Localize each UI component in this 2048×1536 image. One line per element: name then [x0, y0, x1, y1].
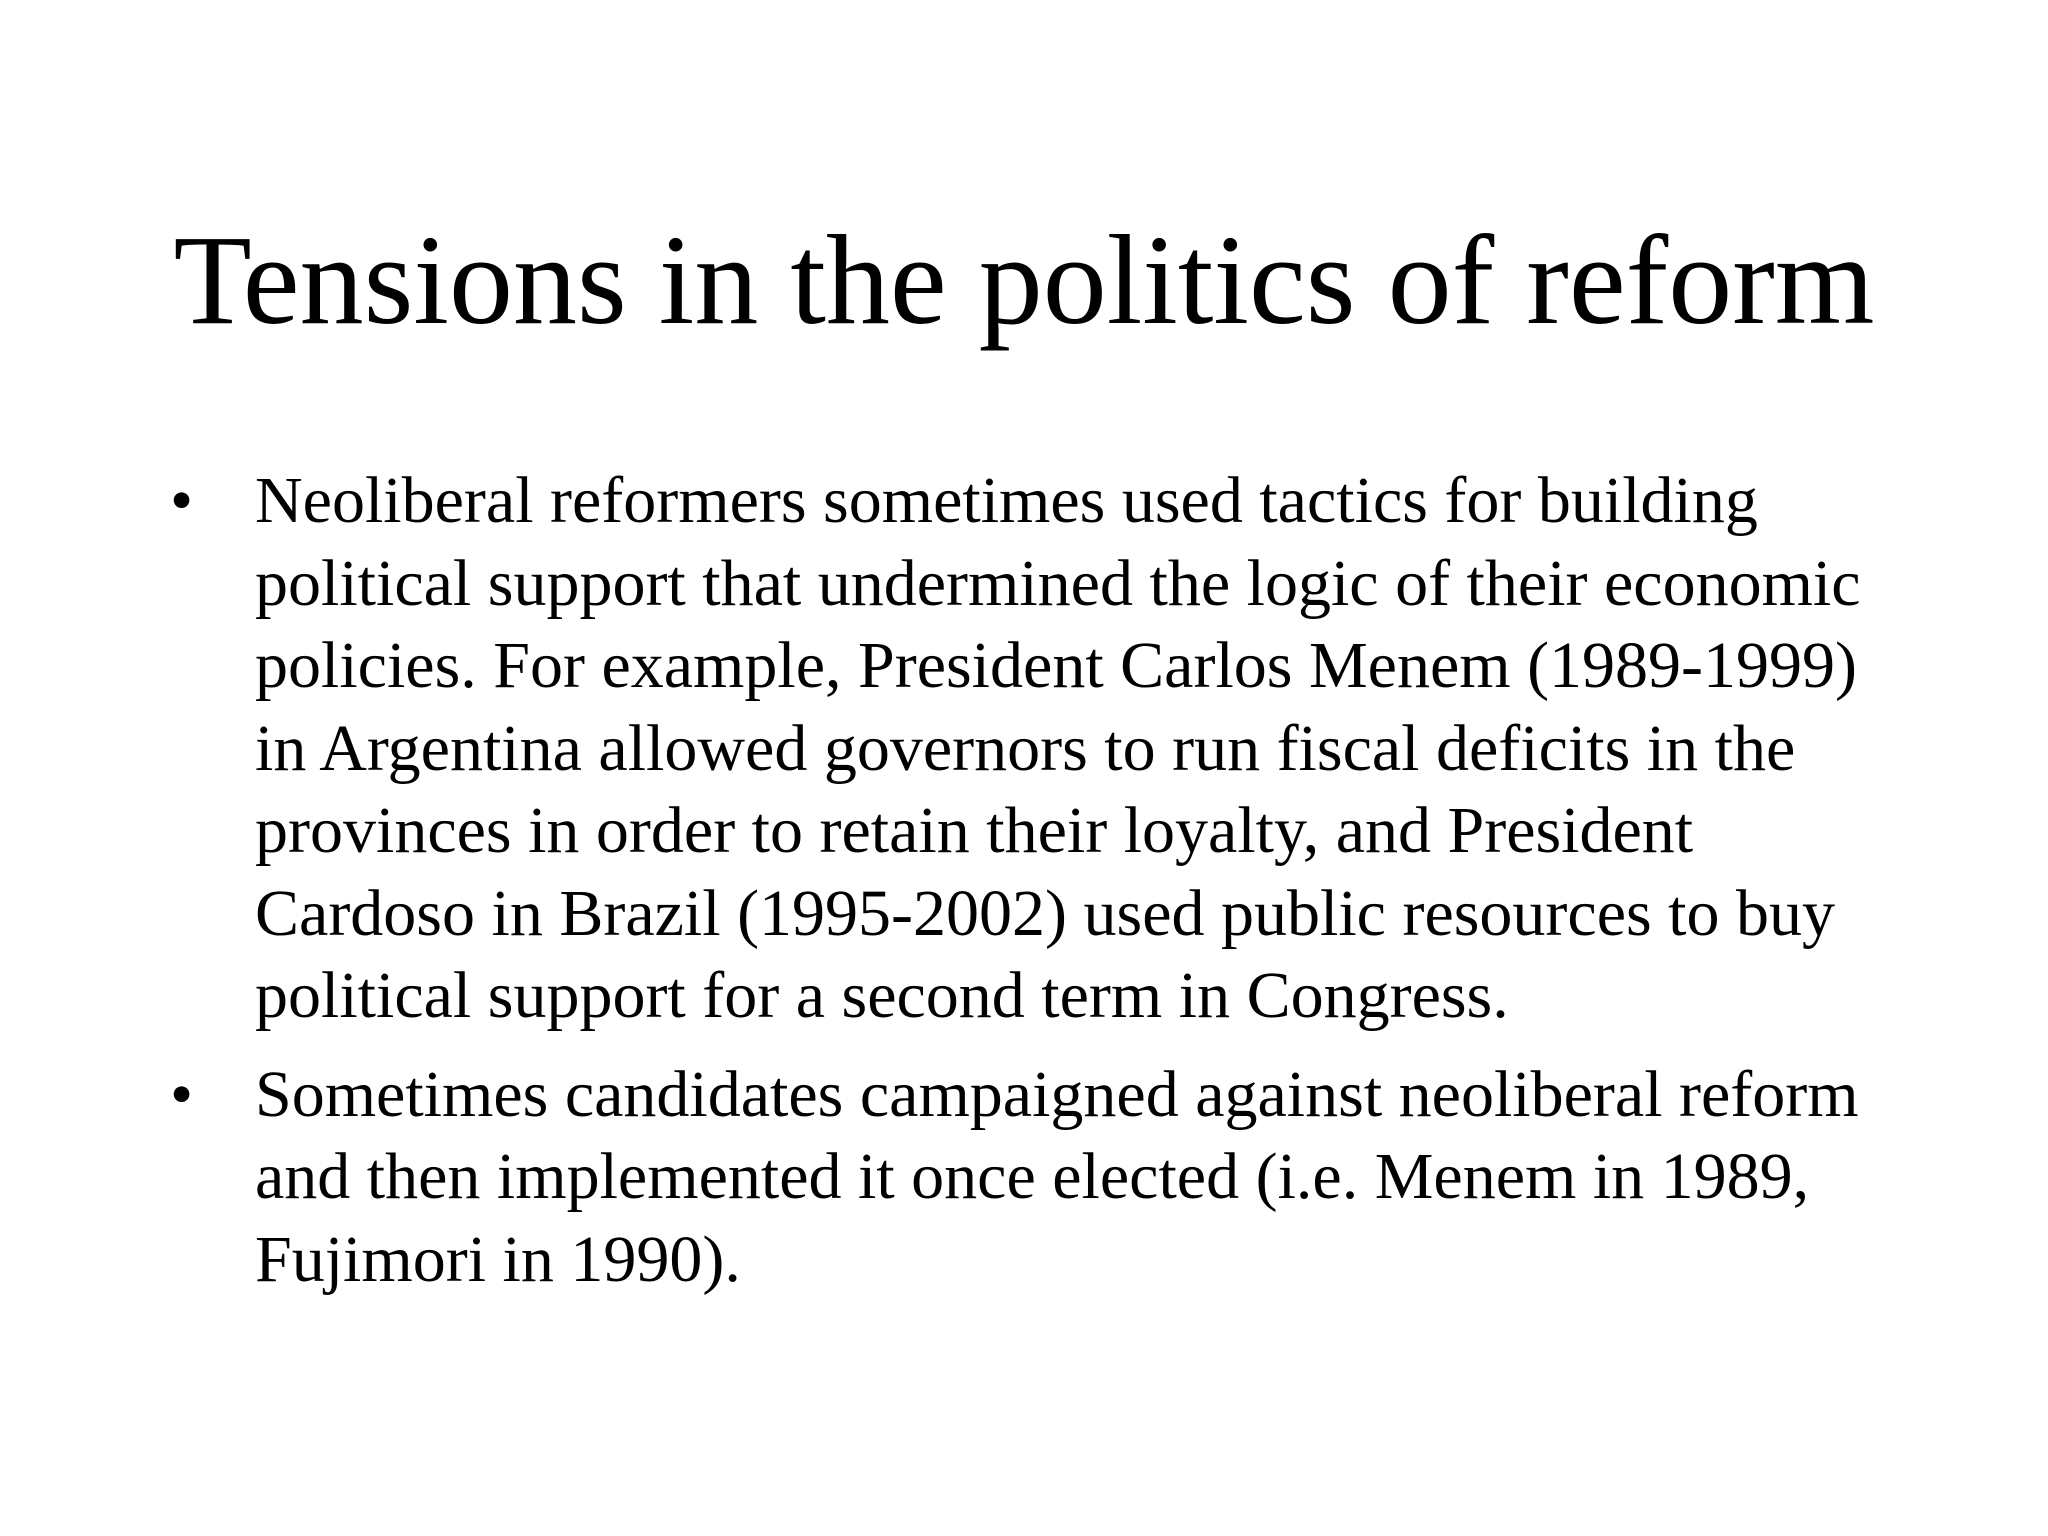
bullet-text: Neoliberal reformers sometimes used tactics for building political support that undermined the logic of their economic policies. For example, President Carlos Menem (1989-1999) in Argentina allowed governors to run fiscal deficits in the provinces in order to retain their loyalty, and President Cardoso in Brazil (1995-2002) used public resources to buy political support for a second term in Congress.: [255, 464, 1861, 1032]
bullet-text: Sometimes candidates campaigned against neoliberal reform and then implemented it once elected (i.e. Menem in 1989, Fujimori in 1990).: [255, 1057, 1859, 1296]
bullet-item-1: [170, 460, 1910, 1038]
bullet-marker: •: [170, 1057, 194, 1131]
bullet-item-2: [170, 1054, 1910, 1302]
slide-title: Tensions in the politics of reform: [173, 209, 1875, 351]
bullet-marker: •: [170, 464, 194, 537]
bullet-list: [170, 460, 1910, 1317]
